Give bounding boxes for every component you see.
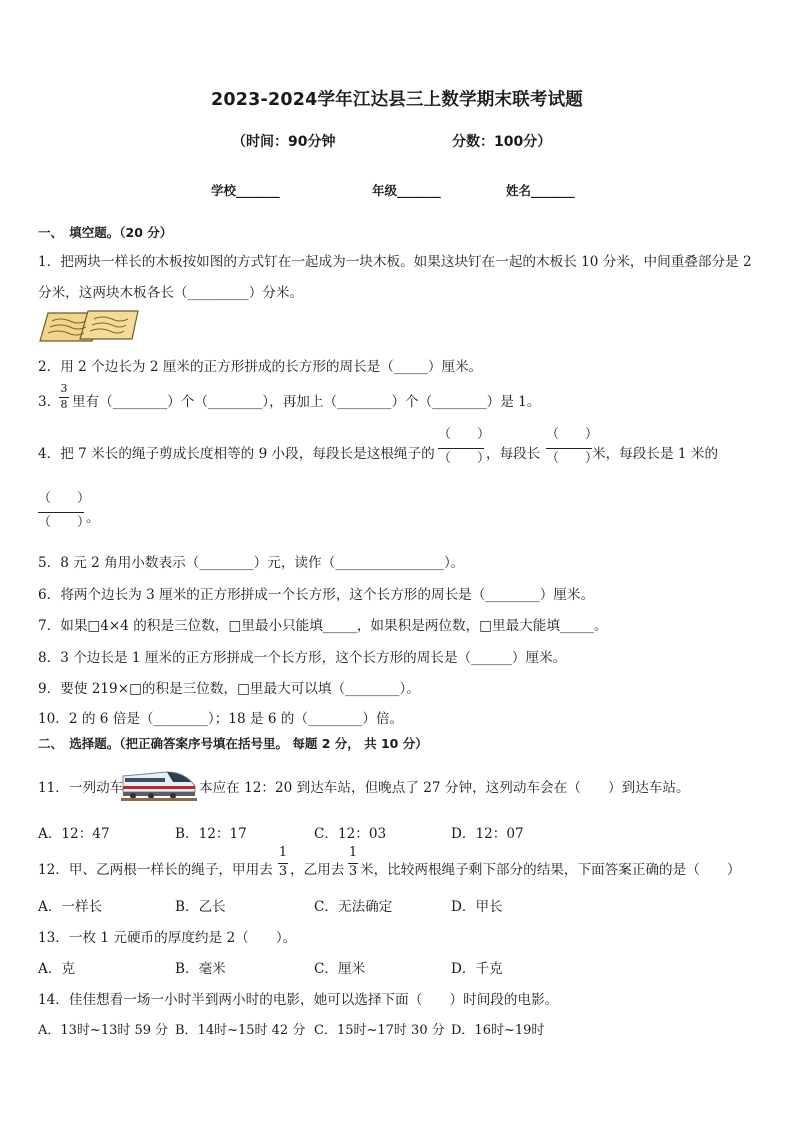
option-12-b[interactable]: B．乙长	[175, 899, 226, 915]
option-11-a[interactable]: A．12：47	[38, 826, 110, 842]
option-12-a[interactable]: A．一样长	[38, 899, 103, 915]
grade-field[interactable]: 年级_______	[372, 183, 441, 198]
question-10: 10．2 的 6 倍是（________）；18 是 6 的（________）倍。	[38, 711, 404, 727]
question-3-text: 里有（________）个（________），再加上（________）个（________）是 1。	[72, 394, 541, 410]
question-2: 2．用 2 个边长为 2 厘米的正方形拼成的长方形的周长是（_____）厘米。	[38, 359, 483, 375]
question-12-part-b: ，乙用去	[290, 862, 345, 878]
option-11-b[interactable]: B．12：17	[175, 826, 247, 842]
section-heading-fill-blank: 一、 填空题。（20 分）	[38, 225, 173, 240]
fraction-numerator: 1	[348, 845, 358, 860]
question-11-part-a: 11．一列动车	[38, 780, 124, 796]
question-8: 8．3 个边长是 1 厘米的正方形拼成一个长方形，这个长方形的周长是（______）厘米。	[38, 650, 567, 666]
option-11-d[interactable]: D．12：07	[451, 826, 524, 842]
question-1-line-1: 1．把两块一样长的木板按如图的方式钉在一起成为一块木板。如果这块钉在一起的木板长 10 分米，中间重叠部分是 2	[38, 254, 752, 270]
question-5: 5．8 元 2 角用小数表示（________）元，读作（________________）。	[38, 555, 465, 571]
question-7: 7．如果□4×4 的积是三位数，□里最小只能填_____，如果积是两位数，□里最大能填_____。	[38, 618, 608, 634]
fraction-bar	[546, 448, 592, 449]
name-field[interactable]: 姓名_______	[506, 183, 575, 198]
time-label: （时间：90分钟	[232, 134, 336, 150]
option-12-c[interactable]: C．无法确定	[314, 899, 393, 915]
fraction-numerator: 1	[278, 845, 288, 860]
option-14-a[interactable]: A．13时~13时 59 分	[38, 1023, 169, 1038]
blank-fraction-2[interactable]	[546, 427, 599, 470]
question-11-part-b: 本应在 12：20 到达车站，但晚点了 27 分钟，这列动车会在（ ）到达车站。	[199, 780, 690, 796]
fraction-bar	[438, 448, 484, 449]
option-14-d[interactable]: D．16时~19时	[451, 1023, 545, 1038]
fraction-numerator: 3	[60, 382, 68, 395]
question-4-part-b: ，每段长	[486, 446, 541, 462]
question-4-part-a: 4．把 7 米长的绳子剪成长度相等的 9 小段，每段长是这根绳子的	[38, 446, 435, 462]
question-3-number: 3．	[38, 394, 61, 410]
fraction-bar	[38, 512, 84, 513]
school-field[interactable]: 学校_______	[211, 183, 280, 198]
fraction-denominator: 8	[60, 398, 68, 411]
option-13-b[interactable]: B．毫米	[175, 961, 226, 977]
page-title: 2023-2024学年江达县三上数学期末联考试题	[211, 90, 583, 110]
option-13-a[interactable]: A．克	[38, 961, 76, 977]
fraction-denominator: 3	[278, 864, 288, 879]
score-label: 分数：100分）	[452, 134, 552, 150]
question-6: 6．将两个边长为 3 厘米的正方形拼成一个长方形，这个长方形的周长是（________）厘米。	[38, 587, 595, 603]
question-12-part-c: 米，比较两根绳子剩下部分的结果，下面答案正确的是（ ）	[360, 862, 741, 878]
question-12-part-a: 12．甲、乙两根一样长的绳子，甲用去	[38, 862, 273, 878]
option-11-c[interactable]: C．12：03	[314, 826, 387, 842]
blank-denominator: （ ）	[546, 451, 599, 466]
question-9: 9．要使 219×□的积是三位数，□里最大可以填（________）。	[38, 681, 420, 697]
fraction-one-third-b	[348, 846, 358, 880]
blank-numerator: （ ）	[438, 427, 491, 442]
option-14-b[interactable]: B．14时~15时 42 分	[175, 1023, 306, 1038]
wooden-boards-image	[36, 309, 140, 345]
blank-numerator: （ ）	[38, 491, 91, 506]
question-13: 13．一枚 1 元硬币的厚度约是 2（ ）。	[38, 930, 297, 946]
blank-denominator: （ ）	[438, 451, 491, 466]
fraction-denominator: 3	[348, 864, 358, 879]
blank-fraction-3[interactable]	[38, 491, 91, 534]
fraction-one-third-a	[278, 846, 288, 880]
question-1-line-2: 分米，这两块木板各长（_________）分米。	[38, 285, 304, 301]
option-13-c[interactable]: C．厘米	[314, 961, 366, 977]
question-4-end: 。	[86, 510, 100, 526]
question-4-part-c: 米，每段长是 1 米的	[592, 446, 719, 462]
blank-fraction-1[interactable]	[438, 427, 491, 470]
blank-denominator: （ ）	[38, 515, 91, 530]
question-14: 14．佳佳想看一场一小时半到两小时的电影，她可以选择下面（ ）时间段的电影。	[38, 992, 559, 1008]
train-image	[121, 762, 197, 802]
option-13-d[interactable]: D．千克	[451, 961, 503, 977]
option-12-d[interactable]: D．甲长	[451, 899, 503, 915]
blank-numerator: （ ）	[546, 427, 599, 442]
option-14-c[interactable]: C．15时~17时 30 分	[314, 1023, 445, 1038]
section-heading-multiple-choice: 二、 选择题。（把正确答案序号填在括号里。 每题 2 分， 共 10 分）	[38, 736, 428, 751]
fraction-three-eighths	[59, 382, 69, 412]
